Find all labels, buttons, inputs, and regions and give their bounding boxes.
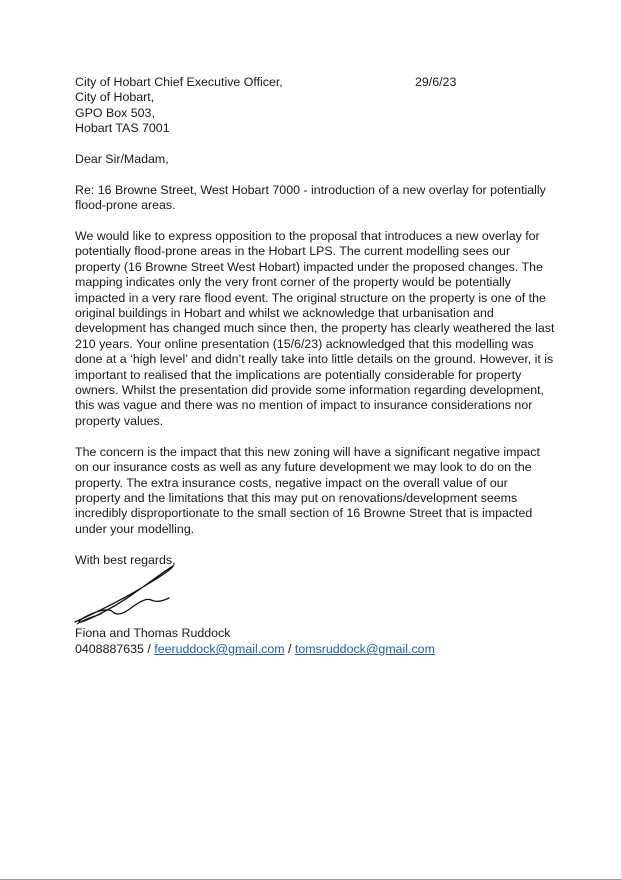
- email-link-fiona[interactable]: feeruddock@gmail.com: [154, 642, 285, 656]
- body-paragraph-1: We would like to express opposition to the proposal that introduces a new overlay for potentially flood-prone areas in the Hobart LPS. The current modelling sees our property (16 Browne Street West Hobart) impacted under the proposed changes. The mapping indicates only the very front corner of the property would be potentially impacted in a very rare flood event. The original structure on the property is one of the original buildings in Hobart and whilst we acknowledge that urbanisation and development has changed much since then, the property has clearly weathered the last 210 years. Your online presentation (15/6/23) acknowledged that this modelling was done at a ‘high level’ and didn’t really take into little details on the ground. However, it is important to realised that the implications are potentially considerable for property owners. Whilst the presentation did provide some information regarding development, this was vague and there was no mention of impact to insurance considerations nor property values.: [75, 229, 555, 428]
- separator: /: [284, 642, 295, 656]
- letter-date: 29/6/23: [415, 75, 457, 89]
- recipient-line: City of Hobart,: [75, 90, 155, 105]
- closing: With best regards,: [75, 552, 176, 567]
- salutation: Dear Sir/Madam,: [75, 152, 169, 167]
- separator: /: [143, 642, 155, 656]
- signatory-names: Fiona and Thomas Ruddock: [75, 626, 231, 640]
- handwritten-signature: [73, 562, 183, 628]
- phone-number: 0408887635: [75, 642, 144, 656]
- letter-body: [75, 75, 555, 568]
- recipient-line: City of Hobart Chief Executive Officer,: [75, 75, 283, 89]
- body-paragraph-2: The concern is the impact that this new zoning will have a significant negative impact on our insurance costs as well as any future development we may look to do on the property. The extra insurance costs, negative impact on the overall value of our property and the limitations that this may put on renovations/development seems incredibly disproportionate to the small section of 16 Browne Street that is impacted under your modelling.: [75, 444, 540, 536]
- recipient-line: Hobart TAS 7001: [75, 121, 170, 136]
- recipient-address: [75, 75, 555, 137]
- subject-line: Re: 16 Browne Street, West Hobart 7000 - introduction of a new overlay for potentially flood-prone areas.: [75, 182, 546, 213]
- contact-line: [75, 642, 435, 657]
- email-link-thomas[interactable]: tomsruddock@gmail.com: [294, 642, 435, 656]
- recipient-line: GPO Box 503,: [75, 105, 155, 120]
